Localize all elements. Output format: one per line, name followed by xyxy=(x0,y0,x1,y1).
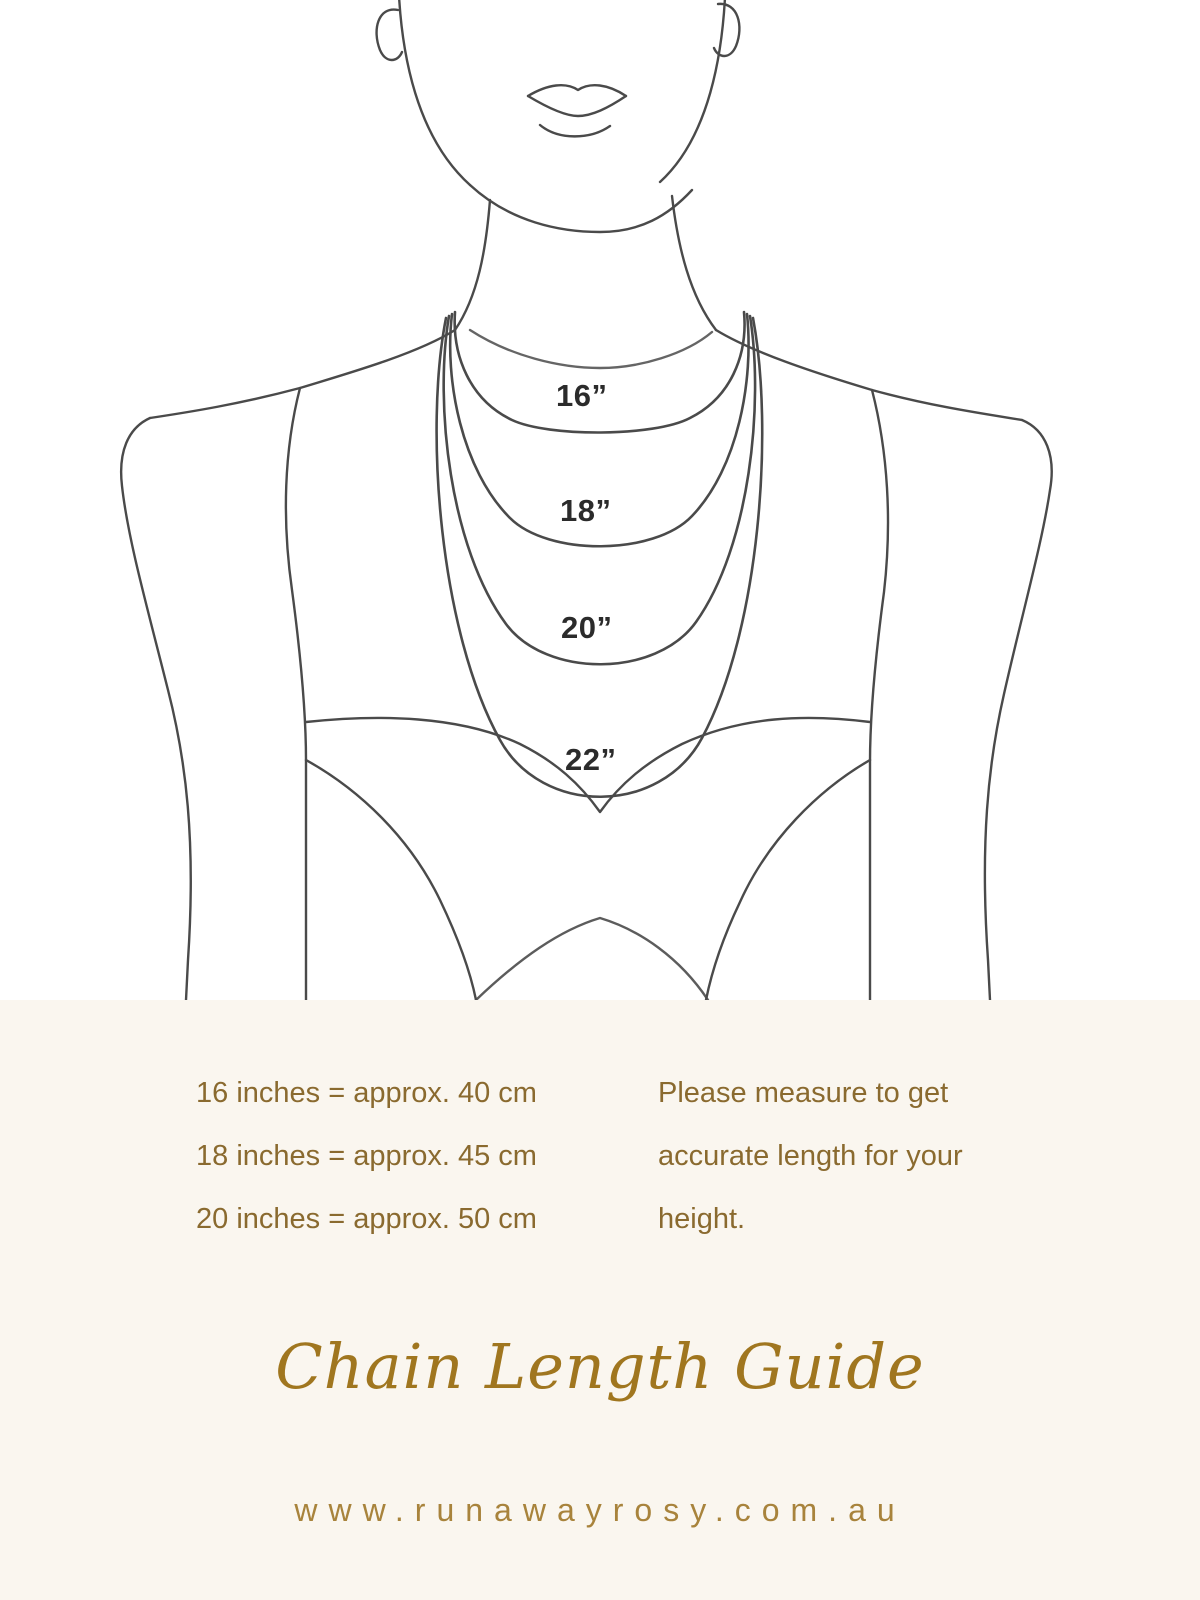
chain-label-16: 16” xyxy=(556,378,608,413)
measurement-note-text: Please measure to get accurate length for your height. xyxy=(658,1077,963,1235)
chain-label-20: 20” xyxy=(561,610,613,645)
measurement-note xyxy=(658,1062,1038,1251)
info-panel xyxy=(0,1000,1200,1600)
chain-label-22: 22” xyxy=(565,742,617,777)
conversion-item: 18 inches = approx. 45 cm xyxy=(196,1140,537,1172)
conversion-item: 16 inches = approx. 40 cm xyxy=(196,1077,537,1109)
conversion-list xyxy=(196,1062,616,1251)
chain-path-16 xyxy=(455,312,745,433)
page-title: Chain Length Guide xyxy=(275,1330,925,1403)
website-url: www.runawayrosy.com.au xyxy=(294,1492,906,1528)
chain-label-18: 18” xyxy=(560,493,612,528)
conversion-item: 20 inches = approx. 50 cm xyxy=(196,1203,537,1235)
